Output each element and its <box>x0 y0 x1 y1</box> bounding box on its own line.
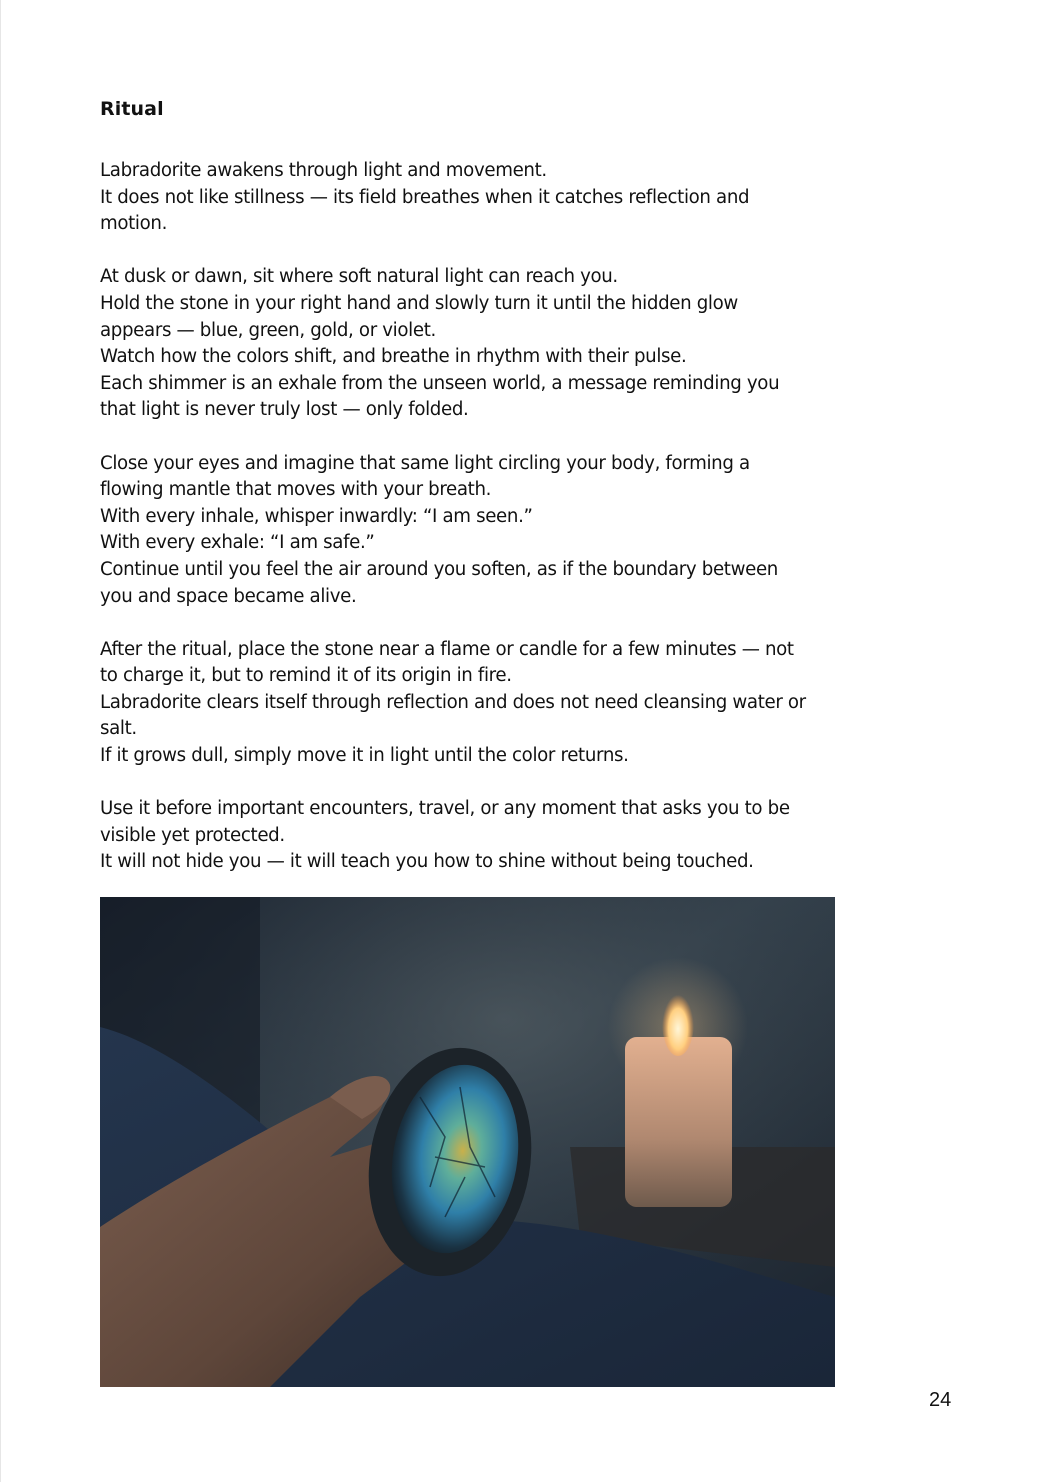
text-line: visible yet protected. <box>100 824 285 846</box>
text-line: Each shimmer is an exhale from the unseen world, a message reminding you <box>100 372 780 394</box>
text-line: appears — blue, green, gold, or violet. <box>100 319 436 341</box>
page-number: 24 <box>929 1389 952 1411</box>
text-line: If it grows dull, simply move it in light until the color returns. <box>100 745 629 767</box>
text-line: At dusk or dawn, sit where soft natural light can reach you. <box>100 266 618 288</box>
text-line: salt. <box>100 718 137 740</box>
photo-illustration <box>100 897 835 1387</box>
section-heading: Ritual <box>100 98 164 120</box>
text-line: It does not like stillness — its field breathes when it catches reflection and <box>100 186 750 208</box>
text-line: Labradorite awakens through light and movement. <box>100 160 547 181</box>
text-line: you and space became alive. <box>100 585 357 607</box>
paragraph-1 <box>100 158 960 238</box>
text-line: flowing mantle that moves with your breath. <box>100 479 492 501</box>
text-line: After the ritual, place the stone near a flame or candle for a few minutes — not <box>100 638 794 660</box>
text-line: Close your eyes and imagine that same light circling your body, forming a <box>100 452 750 474</box>
text-line: to charge it, but to remind it of its origin in fire. <box>100 665 512 687</box>
text-line: With every exhale: “I am safe.” <box>100 532 375 554</box>
text-line: Use it before important encounters, travel, or any moment that asks you to be <box>100 798 790 820</box>
text-line: With every inhale, whisper inwardly: “I am seen.” <box>100 505 533 527</box>
paragraph-5 <box>100 796 960 876</box>
text-line: Labradorite clears itself through reflection and does not need cleansing water or <box>100 691 806 713</box>
body-text <box>100 158 960 876</box>
text-line: It will not hide you — it will teach you how to shine without being touched. <box>100 851 754 873</box>
text-line: motion. <box>100 213 168 235</box>
text-line: Hold the stone in your right hand and slowly turn it until the hidden glow <box>100 292 738 314</box>
text-line: that light is never truly lost — only folded. <box>100 399 469 421</box>
document-page <box>100 96 960 903</box>
text-line: Watch how the colors shift, and breathe in rhythm with their pulse. <box>100 346 687 368</box>
paragraph-4 <box>100 637 960 770</box>
text-line: Continue until you feel the air around you soften, as if the boundary between <box>100 558 778 580</box>
paragraph-2 <box>100 264 960 424</box>
labradorite-photo <box>100 897 835 1387</box>
paragraph-3 <box>100 451 960 611</box>
